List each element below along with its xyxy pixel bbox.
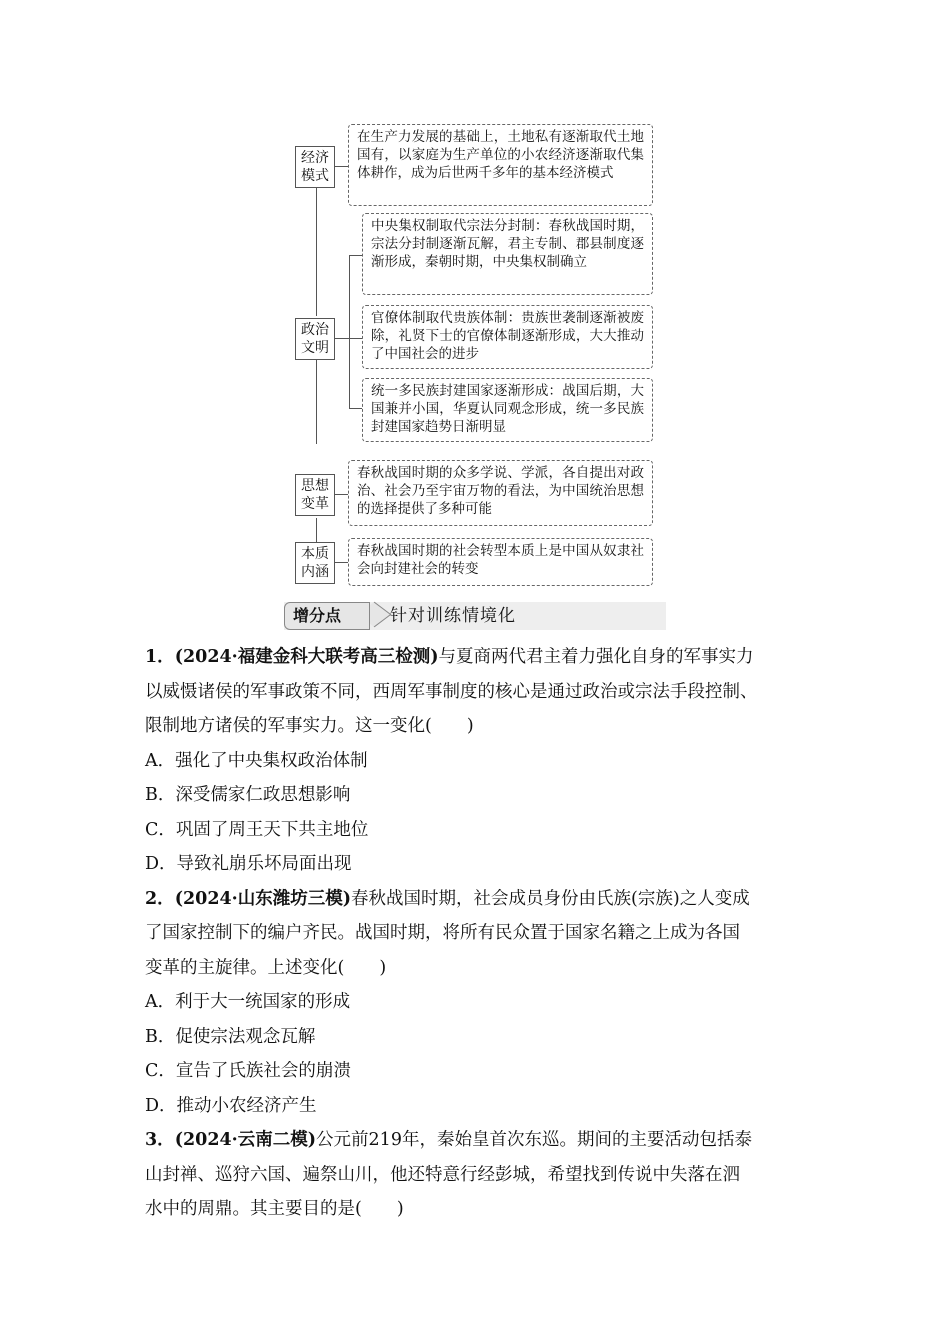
option-d: D．导致礼崩乐坏局面出现	[145, 854, 352, 874]
option-a: A．强化了中央集权政治体制	[145, 750, 368, 771]
node-label-thought: 思想 变革	[295, 474, 335, 516]
connector	[335, 562, 348, 563]
connector	[349, 338, 362, 339]
question-number: 3．	[145, 1130, 175, 1150]
trunk-line-upper	[316, 186, 317, 316]
question-number: 2．	[145, 888, 175, 909]
question-stem-line: 山封禅、巡狩六国、遍祭山川，他还特意行经彭城，希望找到传说中失落在泗	[145, 1164, 740, 1185]
connector	[335, 166, 348, 167]
option-c: C．宣告了氏族社会的崩溃	[145, 1061, 351, 1081]
node-box-politics-2: 官僚体制取代贵族体制：贵族世袭制逐渐被废除，礼贤下士的官僚体制逐渐形成，大大推动了中国社会的进步	[362, 305, 653, 369]
node-label-essence: 本质 内涵	[295, 542, 335, 584]
connector	[335, 494, 348, 495]
question-stem-line: 1．(2024·福建金科大联考高三检测)与夏商两代君主着力强化自身的军事实力	[145, 647, 754, 667]
question-stem-line: 了国家控制下的编户齐民。战国时期，将所有民众置于国家名籍之上成为各国	[145, 923, 740, 943]
banner-title: 针对训练情境化	[390, 606, 516, 626]
option-c: C．巩固了周王天下共主地位	[145, 819, 369, 840]
question-stem-line: 水中的周鼎。其主要目的是( )	[145, 1199, 404, 1219]
section-banner	[284, 602, 666, 630]
question-stem-line: 变革的主旋律。上述变化( )	[145, 957, 387, 978]
option-b: B．深受儒家仁政思想影响	[145, 785, 351, 805]
bracket	[349, 255, 363, 409]
node-label-politics: 政治 文明	[295, 318, 335, 360]
node-label-economy: 经济 模式	[295, 146, 335, 188]
question-stem-line: 以威慑诸侯的军事政策不同，西周军事制度的核心是通过政治或宗法手段控制、	[145, 681, 758, 702]
node-box-essence: 春秋战国时期的社会转型本质上是中国从奴隶社会向封建社会的转变	[348, 538, 653, 586]
trunk-line-lower	[316, 360, 317, 444]
option-a: A．利于大一统国家的形成	[145, 992, 351, 1012]
option-b: B．促使宗法观念瓦解	[145, 1026, 316, 1047]
question-source: (2024·山东潍坊三模)	[174, 888, 352, 909]
trunk-line-bottom	[316, 518, 317, 544]
question-list	[145, 640, 825, 1227]
question-stem-line: 3．(2024·云南二模)公元前219年，秦始皇首次东巡。期间的主要活动包括泰	[145, 1130, 752, 1150]
mind-map	[0, 0, 950, 600]
question-number: 1．	[145, 647, 175, 667]
node-box-thought: 春秋战国时期的众多学说、学派，各自提出对政治、社会乃至宇宙万物的看法，为中国统治思想的选择提供了多种可能	[348, 460, 653, 526]
node-box-politics-3: 统一多民族封建国家逐渐形成：战国后期，大国兼并小国，华夏认同观念形成，统一多民族封建国家趋势日渐明显	[362, 378, 653, 442]
question-source: (2024·云南二模)	[174, 1130, 317, 1150]
connector	[335, 338, 349, 339]
option-d: D．推动小农经济产生	[145, 1095, 317, 1116]
question-source: (2024·福建金科大联考高三检测)	[174, 647, 439, 667]
banner-tag: 增分点	[284, 602, 370, 630]
node-box-economy: 在生产力发展的基础上，土地私有逐渐取代土地国有，以家庭为生产单位的小农经济逐渐取代集体耕作，成为后世两千多年的基本经济模式	[348, 124, 653, 206]
question-stem-line: 2．(2024·山东潍坊三模)春秋战国时期，社会成员身份由氏族(宗族)之人变成	[145, 888, 750, 909]
node-box-politics-1: 中央集权制取代宗法分封制：春秋战国时期，宗法分封制逐渐瓦解，君主专制、郡县制度逐渐形成，秦朝时期，中央集权制确立	[362, 213, 653, 295]
question-stem-line: 限制地方诸侯的军事实力。这一变化( )	[145, 716, 474, 736]
